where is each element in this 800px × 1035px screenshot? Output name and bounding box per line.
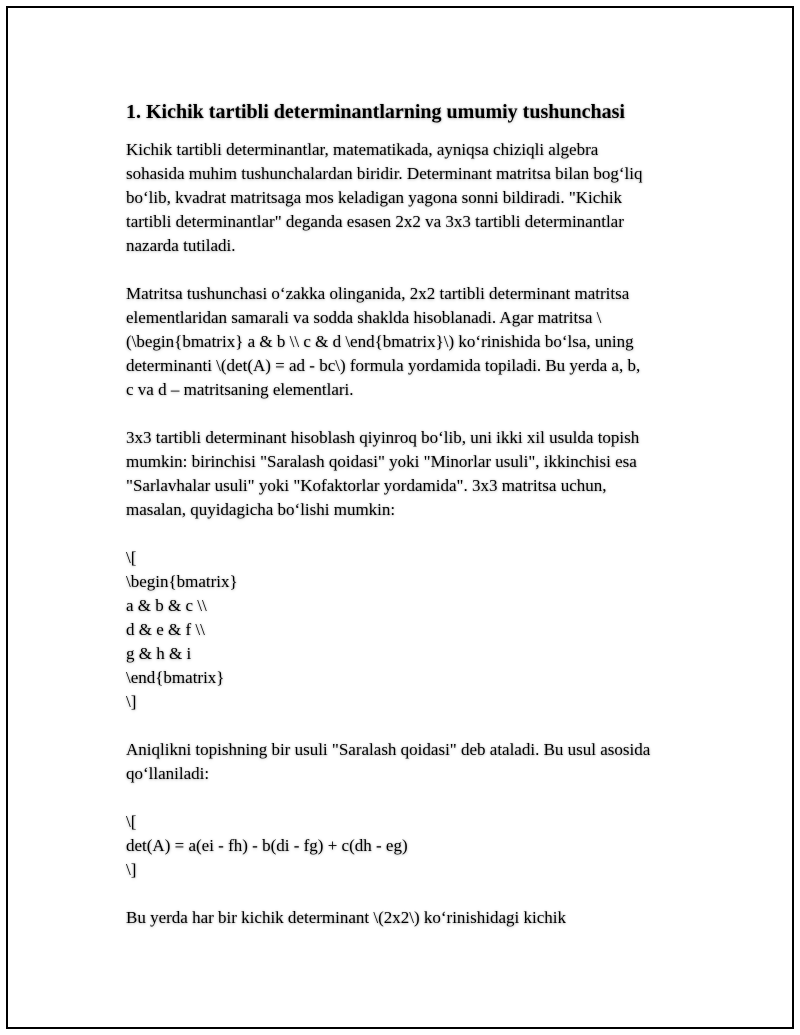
paragraph (118, 738, 698, 786)
text-line: Aniqlikni topishning bir usuli "Saralash qoidasi" deb ataladi. Bu usul asosida (126, 740, 651, 759)
text-line: qo‘llaniladi: (126, 764, 210, 783)
text-line: \begin{bmatrix} (126, 572, 238, 591)
paragraph (118, 282, 698, 402)
text-line: 3x3 tartibli determinant hisoblash qiyinroq bo‘lib, uni ikki xil usulda topish (126, 428, 640, 447)
text-line: Matritsa tushunchasi o‘zakka olinganida, 2x2 tartibli determinant matritsa (126, 284, 630, 303)
text-line: Bu yerda har bir kichik determinant \(2x2\) ko‘rinishidagi kichik (126, 908, 566, 927)
text-line: "Sarlavhalar usuli" yoki "Kofaktorlar yordamida". 3x3 matritsa uchun, (126, 476, 607, 495)
text-line: \end{bmatrix} (126, 668, 225, 687)
text-line: Kichik tartibli determinantlar, matematikada, ayniqsa chiziqli algebra (126, 140, 599, 159)
text-line: sohasida muhim tushunchalardan biridir. Determinant matritsa bilan bog‘liq (126, 164, 643, 183)
paragraph-container (118, 138, 698, 930)
paragraph (118, 810, 698, 882)
paragraph (118, 426, 698, 522)
text-line: \] (126, 692, 137, 711)
text-line: mumkin: birinchisi "Saralash qoidasi" yoki "Minorlar usuli", ikkinchisi esa (126, 452, 637, 471)
paragraph (118, 906, 698, 930)
paragraph (118, 138, 698, 258)
section-heading: 1. Kichik tartibli determinantlarning umumiy tushunchasi (126, 101, 625, 123)
text-line: g & h & i (126, 644, 192, 663)
text-line: c va d – matritsaning elementlari. (126, 380, 354, 399)
paragraph (118, 546, 698, 714)
text-line: masalan, quyidagicha bo‘lishi mumkin: (126, 500, 396, 519)
document-body (118, 98, 698, 954)
page-frame (6, 6, 794, 1029)
text-line: nazarda tutiladi. (126, 236, 236, 255)
text-line: \[ (126, 548, 137, 567)
text-line: det(A) = a(ei - fh) - b(di - fg) + c(dh - eg) (126, 836, 408, 855)
text-line: bo‘lib, kvadrat matritsaga mos keladigan yagona sonni bildiradi. "Kichik (126, 188, 623, 207)
text-line: tartibli determinantlar" deganda esasen 2x2 va 3x3 tartibli determinantlar (126, 212, 624, 231)
text-line: elementlaridan samarali va sodda shaklda hisoblanadi. Agar matritsa \ (126, 308, 602, 327)
text-line: determinanti \(det(A) = ad - bc\) formula yordamida topiladi. Bu yerda a, b, (126, 356, 641, 375)
text-line: a & b & c \\ (126, 596, 207, 615)
text-line: \] (126, 860, 137, 879)
text-line: d & e & f \\ (126, 620, 205, 639)
text-line: (\begin{bmatrix} a & b \\ c & d \end{bmatrix}\) ko‘rinishida bo‘lsa, uning (126, 332, 634, 351)
text-line: \[ (126, 812, 137, 831)
